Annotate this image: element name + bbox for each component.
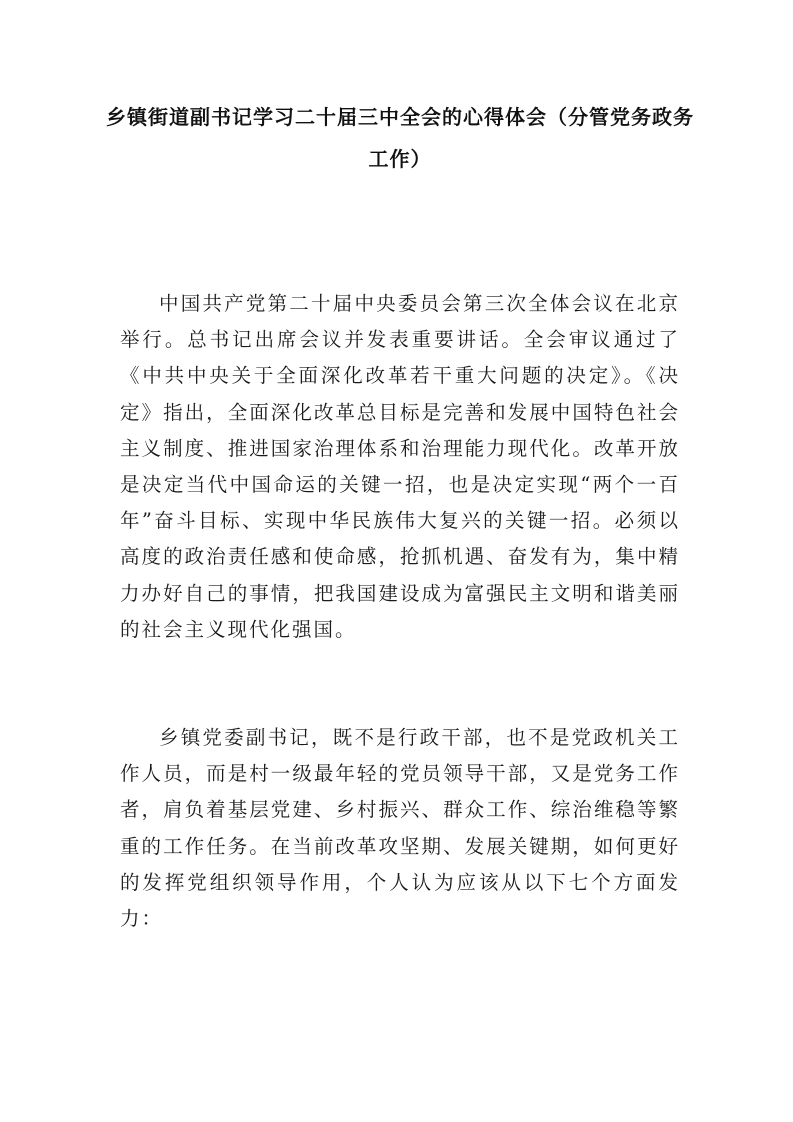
body-paragraph-1: 中国共产党第二十届中央委员会第三次全体会议在北京举行。总书记出席会议并发表重要讲话。全会审议通过了《中共中央关于全面深化改革若干重大问题的决定》。《决定》指出，全面深化改革总目标是完善和发展中国特色社会主义制度、推进国家治理体系和治理能力现代化。改革开放是决定当代中国命运的关键一招，也是决定实现“两个一百年”奋斗目标、实现中华民族伟大复兴的关键一招。必须以高度的政治责任感和使命感，抢抓机遇、奋发有为，集中精力办好自己的事情，把我国建设成为富强民主文明和谐美丽的社会主义现代化强国。 <box>120 292 680 641</box>
body-paragraph-2: 乡镇党委副书记，既不是行政干部，也不是党政机关工作人员，而是村一级最年轻的党员领导干部，又是党务工作者，肩负着基层党建、乡村振兴、群众工作、综治维稳等繁重的工作任务。在当前改革攻坚期、发展关键期，如何更好的发挥党组织领导作用，个人认为应该从以下七个方面发力： <box>120 726 680 931</box>
document-title: 乡镇街道副书记学习二十届三中全会的心得体会（分管党务政务工作） <box>106 105 694 171</box>
